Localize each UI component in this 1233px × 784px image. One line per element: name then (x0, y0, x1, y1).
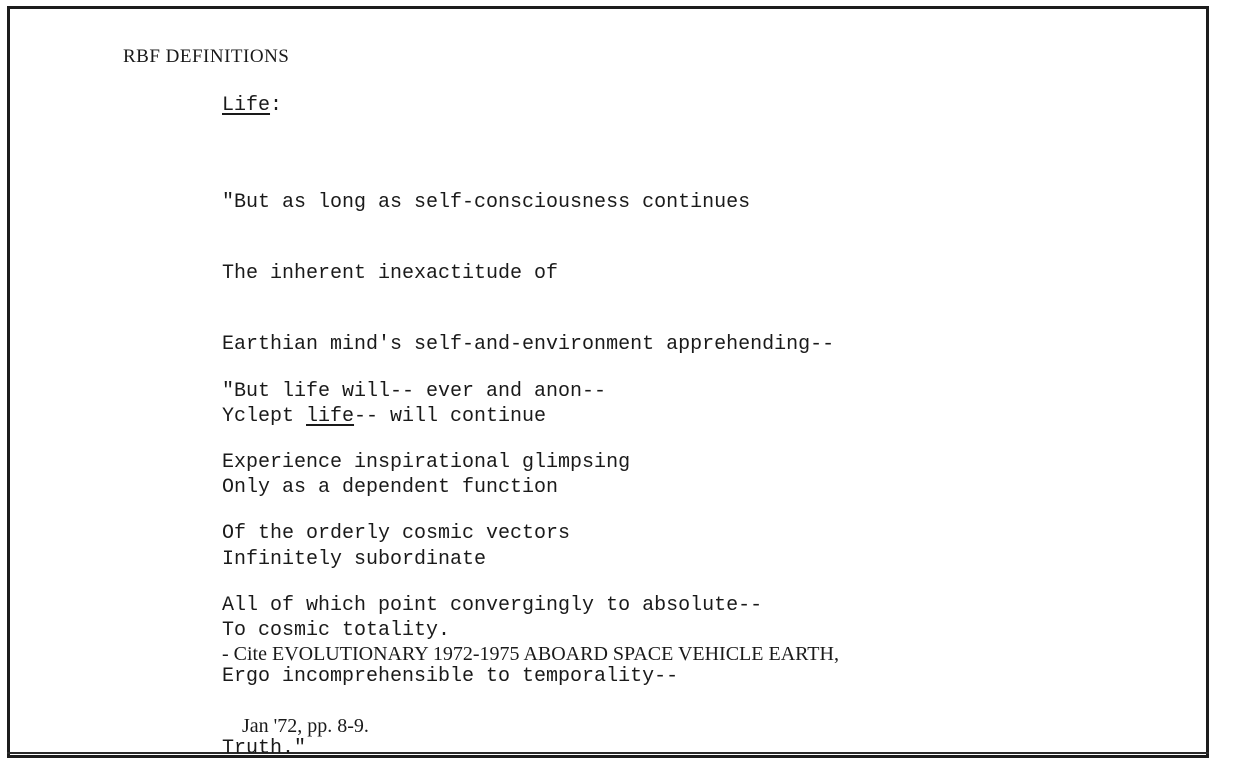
stanza1-line: "But as long as self-consciousness continues (222, 190, 751, 214)
stanza1-line: The inherent inexactitude of (222, 261, 559, 285)
citation-line: Jan '72, pp. 8-9. (222, 715, 369, 737)
citation (222, 594, 839, 762)
stanza2-line: "But life will-- ever and anon-- (222, 379, 607, 403)
stanza1-line4-post: -- will continue (354, 404, 547, 428)
stanza2-line: All of which point convergingly to absolute-- (222, 593, 763, 617)
stanza1-line4-pre: Yclept (222, 404, 307, 428)
subject-term (222, 94, 282, 117)
citation-line: - Cite EVOLUTIONARY 1972-1975 ABOARD SPACE VEHICLE EARTH, (222, 643, 839, 665)
stanza2-line: Of the orderly cosmic vectors (222, 522, 571, 546)
stanza1-line4-word: life (306, 404, 355, 428)
stanza2-line: Experience inspirational glimpsing (222, 450, 631, 474)
stanza1-line: To cosmic totality. (222, 618, 451, 642)
stanza2-line: Truth." (222, 736, 307, 760)
stanza1-line: Only as a dependent function (222, 476, 559, 500)
stanza2-line: Ergo incomprehensible to temporality-- (222, 665, 679, 689)
subject-colon: : (270, 94, 283, 117)
subject-word: Life (222, 94, 271, 117)
stanza1-line: Infinitely subordinate (222, 547, 487, 571)
document-heading: RBF DEFINITIONS (123, 46, 290, 67)
stanza1-line: Earthian mind's self-and-environment apprehending-- (222, 333, 835, 357)
